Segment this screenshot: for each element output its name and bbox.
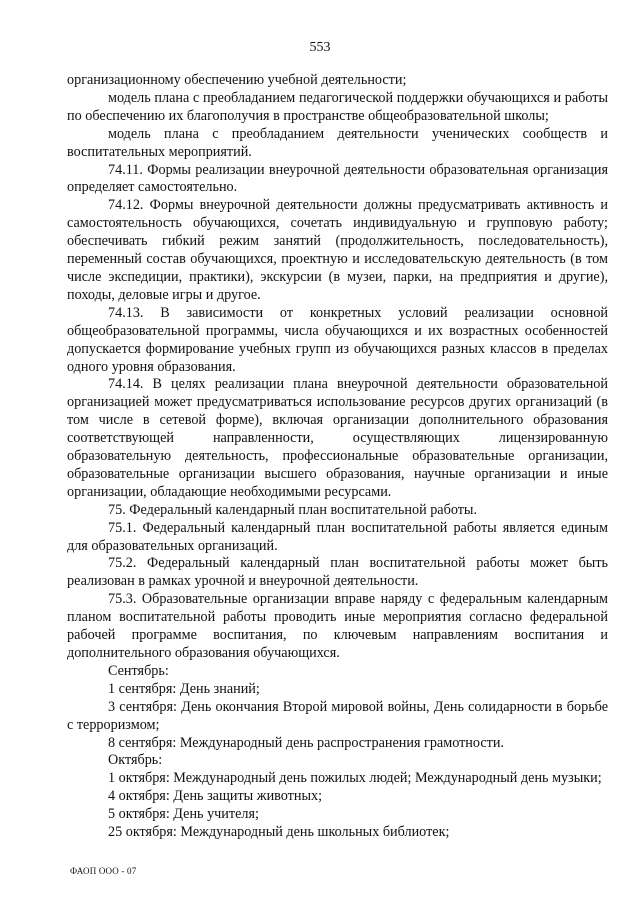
paragraph: 75.2. Федеральный календарный план воспитательной работы может быть реализован в рамках урочной и внеурочной деятельности. — [67, 555, 608, 590]
document-body — [67, 72, 608, 842]
page-number: 553 — [309, 40, 331, 55]
paragraph: 74.13. В зависимости от конкретных условий реализации основной общеобразовательной программы, числа обучающихся и их возрастных особенностей допускается формирование учебных групп из обучающихся разных классов в пределах одного уровня образования. — [67, 304, 608, 375]
paragraph: организационному обеспечению учебной деятельности; — [67, 72, 407, 88]
calendar-entry: 1 октября: Международный день пожилых людей; Международный день музыки; — [108, 770, 602, 787]
paragraph: модель плана с преобладанием деятельности ученических сообществ и воспитательных мероприятий. — [67, 125, 608, 160]
paragraph: 75.1. Федеральный календарный план воспитательной работы является единым для образовательных организаций. — [67, 519, 608, 554]
calendar-entry: 5 октября: День учителя; — [108, 806, 259, 823]
calendar-entry: 3 сентября: День окончания Второй мировой войны, День солидарности в борьбе с терроризмом; — [67, 698, 608, 733]
paragraph: 74.12. Формы внеурочной деятельности должны предусматривать активность и самостоятельность обучающихся, сочетать индивидуальную и групповую работу; обеспечивать гибкий режим занятий (продолжительность, последовательность), переменный состав обучающихся, проектную и исследовательскую деятельность (в том числе экспедиции, практики), экскурсии (в музеи, парки, на предприятия и другие), походы, деловые игры и другое. — [67, 197, 608, 303]
calendar-entry: 25 октября: Международный день школьных библиотек; — [108, 824, 450, 841]
month-heading: Октябрь: — [108, 752, 163, 769]
calendar-entry: 4 октября: День защиты животных; — [108, 788, 323, 805]
paragraph: 74.11. Формы реализации внеурочной деятельности образовательная организация определяет самостоятельно. — [67, 161, 608, 196]
month-heading: Сентябрь: — [108, 662, 169, 679]
paragraph: модель плана с преобладанием педагогической поддержки обучающихся и работы по обеспечению их благополучия в пространстве общеобразовательной школы; — [67, 89, 608, 124]
paragraph: 74.14. В целях реализации плана внеурочной деятельности образовательной организацией может предусматриваться использование ресурсов других организаций (в том числе в сетевой форме), включая организации дополнительного образования соответствующей направленности, осуществляющих лицензированную образовательную деятельность, профессиональные образовательные организации, образовательные организации высшего образования, научные организации и иные организации, обладающие необходимыми ресурсами. — [67, 376, 608, 500]
paragraph: 75.3. Образовательные организации вправе наряду с федеральным календарным планом воспитательной работы проводить иные мероприятия согласно федеральной рабочей программе воспитания, по ключевым направлениям воспитания и дополнительного образования обучающихся. — [67, 591, 608, 661]
calendar-entry: 8 сентября: Международный день распространения грамотности. — [108, 734, 504, 751]
paragraph: 75. Федеральный календарный план воспитательной работы. — [108, 501, 477, 518]
footer-code: ФАОП ООО - 07 — [70, 866, 137, 876]
calendar-entry: 1 сентября: День знаний; — [108, 680, 260, 697]
